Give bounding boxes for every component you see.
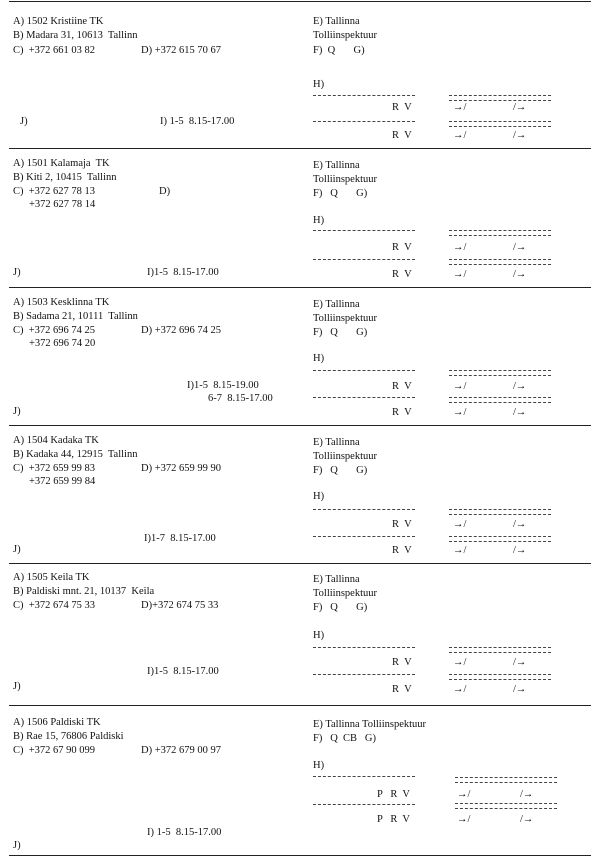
- dash-line: [313, 259, 415, 260]
- field-h-label: H): [313, 630, 325, 641]
- office-address: B) Kiti 2, 10415 Tallinn: [13, 172, 117, 183]
- rv-label: R V: [392, 519, 412, 530]
- office-block-3: [0, 287, 600, 425]
- office-address: B) Paldiski mnt. 21, 10137 Keila: [13, 586, 155, 597]
- office-block-2: [0, 148, 600, 287]
- dash-line: [313, 536, 415, 537]
- office-address: B) Kadaka 44, 12915 Tallinn: [13, 449, 138, 460]
- dash-double-line: [449, 370, 551, 376]
- rv-label: R V: [392, 269, 412, 280]
- authority-name: E) Tallinna: [313, 574, 360, 585]
- arrow-slash-icon: →/: [457, 814, 471, 825]
- arrow-slash-icon: →/: [453, 407, 467, 418]
- office-hours: I) 1-5 8.15-17.00: [160, 116, 235, 127]
- arrow-slash-icon: →/: [453, 269, 467, 280]
- arrow-slash-icon: →/: [453, 545, 467, 556]
- field-f: F) Q G): [313, 45, 365, 56]
- office-phone: C) +372 661 03 82: [13, 45, 96, 56]
- rv-label: R V: [392, 102, 412, 113]
- office-phone: C) +372 696 74 25: [13, 325, 96, 336]
- dash-line: [313, 121, 415, 122]
- dash-line: [313, 647, 415, 648]
- office-phone: C) +372 659 99 83: [13, 463, 96, 474]
- authority-name: E) Tallinna: [313, 299, 360, 310]
- field-f: F) Q G): [313, 327, 368, 338]
- arrow-slash-icon: →/: [457, 789, 471, 800]
- office-name: A) 1501 Kalamaja TK: [13, 158, 110, 169]
- office-phone: C) +372 67 90 099: [13, 745, 96, 756]
- dash-line: [313, 397, 415, 398]
- office-phone-2: +372 627 78 14: [29, 199, 96, 210]
- arrow-slash-icon: →/: [453, 381, 467, 392]
- office-address: B) Madara 31, 10613 Tallinn: [13, 30, 138, 41]
- slash-arrow-icon: /→: [520, 814, 534, 825]
- office-hours-2: 6-7 8.15-17.00: [208, 393, 273, 404]
- office-name: A) 1502 Kristiine TK: [13, 16, 104, 27]
- arrow-slash-icon: →/: [453, 130, 467, 141]
- authority-name-2: Tolliinspektuur: [313, 313, 378, 324]
- slash-arrow-icon: /→: [513, 684, 527, 695]
- office-hours: I)1-7 8.15-17.00: [144, 533, 216, 544]
- authority-name-2: Tolliinspektuur: [313, 588, 378, 599]
- slash-arrow-icon: /→: [513, 102, 527, 113]
- slash-arrow-icon: /→: [513, 545, 527, 556]
- prv-label: P R V: [377, 814, 410, 825]
- slash-arrow-icon: /→: [513, 519, 527, 530]
- office-fax: D) +372 679 00 97: [141, 745, 222, 756]
- rv-label: R V: [392, 545, 412, 556]
- office-fax: D): [159, 186, 171, 197]
- dash-line: [313, 804, 415, 805]
- dash-double-line: [455, 777, 557, 783]
- office-hours: I)1-5 8.15-17.00: [147, 267, 219, 278]
- dash-line: [313, 674, 415, 675]
- office-address: B) Sadama 21, 10111 Tallinn: [13, 311, 138, 322]
- field-h-label: H): [313, 760, 325, 771]
- field-j-label: J): [13, 267, 21, 278]
- dash-double-line: [449, 509, 551, 515]
- slash-arrow-icon: /→: [513, 130, 527, 141]
- office-name: A) 1504 Kadaka TK: [13, 435, 99, 446]
- dash-line: [313, 370, 415, 371]
- rv-label: R V: [392, 407, 412, 418]
- office-phone: C) +372 674 75 33: [13, 600, 96, 611]
- arrow-slash-icon: →/: [453, 519, 467, 530]
- field-j-label: J): [20, 116, 28, 127]
- office-hours: I) 1-5 8.15-17.00: [147, 827, 222, 838]
- dash-double-line: [449, 259, 551, 265]
- office-block-4: [0, 425, 600, 563]
- arrow-slash-icon: →/: [453, 242, 467, 253]
- rv-label: R V: [392, 130, 412, 141]
- office-fax: D) +372 615 70 67: [141, 45, 222, 56]
- dash-double-line: [449, 536, 551, 542]
- slash-arrow-icon: /→: [513, 407, 527, 418]
- field-h-label: H): [313, 353, 325, 364]
- rv-label: R V: [392, 381, 412, 392]
- dash-line: [313, 509, 415, 510]
- authority-name: E) Tallinna: [313, 437, 360, 448]
- arrow-slash-icon: →/: [453, 102, 467, 113]
- arrow-slash-icon: →/: [453, 657, 467, 668]
- dash-double-line: [455, 803, 557, 809]
- field-f: F) Q G): [313, 188, 368, 199]
- office-block-1: [0, 0, 600, 148]
- office-name: A) 1505 Keila TK: [13, 572, 90, 583]
- slash-arrow-icon: /→: [513, 242, 527, 253]
- dash-double-line: [449, 230, 551, 236]
- authority-name-2: Tolliinspektuur: [313, 174, 378, 185]
- office-phone: C) +372 627 78 13: [13, 186, 96, 197]
- dash-double-line: [449, 647, 551, 653]
- office-phone-2: +372 659 99 84: [29, 476, 96, 487]
- authority-name-2: Tolliinspektuur: [313, 451, 378, 462]
- office-fax: D) +372 659 99 90: [141, 463, 222, 474]
- field-f: F) Q G): [313, 602, 368, 613]
- field-f: F) Q CB G): [313, 733, 377, 744]
- dash-line: [313, 776, 415, 777]
- office-block-6: [0, 705, 600, 855]
- authority-name-2: Tolliinspektuur: [313, 30, 378, 41]
- office-address: B) Rae 15, 76806 Paldiski: [13, 731, 124, 742]
- office-hours: I)1-5 8.15-19.00: [187, 380, 259, 391]
- arrow-slash-icon: →/: [453, 684, 467, 695]
- field-j-label: J): [13, 681, 21, 692]
- field-h-label: H): [313, 491, 325, 502]
- office-hours: I)1-5 8.15-17.00: [147, 666, 219, 677]
- dash-line: [313, 230, 415, 231]
- rv-label: R V: [392, 684, 412, 695]
- prv-label: P R V: [377, 789, 410, 800]
- slash-arrow-icon: /→: [513, 381, 527, 392]
- dash-double-line: [449, 397, 551, 403]
- dash-double-line: [449, 121, 551, 127]
- dash-double-line: [449, 674, 551, 680]
- field-j-label: J): [13, 406, 21, 417]
- field-h-label: H): [313, 79, 325, 90]
- authority-name: E) Tallinna: [313, 160, 360, 171]
- authority-name: E) Tallinna Tolliinspektuur: [313, 719, 427, 730]
- office-phone-2: +372 696 74 20: [29, 338, 96, 349]
- authority-name: E) Tallinna: [313, 16, 360, 27]
- slash-arrow-icon: /→: [520, 789, 534, 800]
- office-fax: D)+372 674 75 33: [141, 600, 219, 611]
- field-j-label: J): [13, 840, 21, 851]
- office-name: A) 1506 Paldiski TK: [13, 717, 101, 728]
- field-h-label: H): [313, 215, 325, 226]
- rv-label: R V: [392, 657, 412, 668]
- bottom-rule: [9, 855, 591, 856]
- rv-label: R V: [392, 242, 412, 253]
- office-block-5: [0, 563, 600, 705]
- slash-arrow-icon: /→: [513, 269, 527, 280]
- dash-line: [313, 95, 415, 96]
- dash-double-line: [449, 95, 551, 101]
- field-f: F) Q G): [313, 465, 368, 476]
- office-name: A) 1503 Kesklinna TK: [13, 297, 110, 308]
- office-fax: D) +372 696 74 25: [141, 325, 222, 336]
- slash-arrow-icon: /→: [513, 657, 527, 668]
- field-j-label: J): [13, 544, 21, 555]
